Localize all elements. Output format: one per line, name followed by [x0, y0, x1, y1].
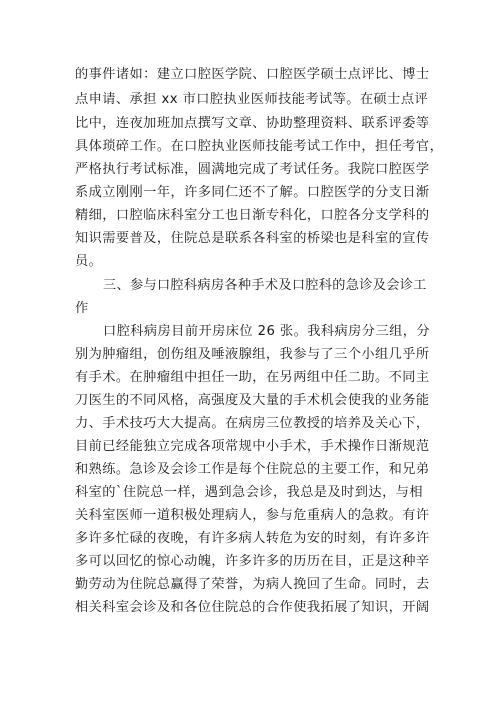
text-line: 关科室医师一道积极处理病人，参与危重病人的急救。有许: [75, 508, 430, 523]
text-line: 口腔科病房目前开房床位 26 张。我科病房分三组，分: [103, 324, 430, 339]
text-line: 员。: [75, 254, 103, 269]
text-line: 多许多忙碌的夜晚，有许多病人转危为安的时刻，有许多许: [75, 531, 430, 546]
text-line: 勤劳动为住院总赢得了荣誉，为病人挽回了生命。同时，去: [75, 577, 430, 592]
text-line: 的事件诸如：建立口腔医学院、口腔医学硕士点评比、博士: [75, 67, 430, 82]
text-line: 知识需要普及，住院总是联系各科室的桥梁也是科室的宣传: [75, 231, 430, 246]
text-line: 刀医生的不同风格，高强度及大量的手术机会使我的业务能: [75, 393, 430, 408]
text-line: 力、手术技巧大大提高。在病房三位教授的培养及关心下，: [75, 416, 430, 431]
section-heading-continuation: 作: [75, 301, 89, 316]
text-line: 目前已经能独立完成各项常规中小手术，手术操作日渐规范: [75, 439, 430, 454]
text-line: 严格执行考试标准，圆满地完成了考试任务。我院口腔医学: [75, 162, 430, 177]
text-line: 比中，连夜加班加点撰写文章、协助整理资料、联系评委等: [75, 116, 430, 131]
section-heading: 三、参与口腔科病房各种手术及口腔科的急诊及会诊工: [103, 278, 427, 293]
text-line: 精细，口腔临床科室分工也日渐专科化，口腔各分支学科的: [75, 208, 430, 223]
text-line: 别为肿瘤组，创伤组及唾液腺组，我参与了三个小组几乎所: [75, 347, 430, 362]
text-line: 科室的`住院总一样，遇到急会诊，我总是及时到达，与相: [75, 485, 423, 500]
text-line: 相关科室会诊及和各位住院总的合作使我拓展了知识，开阔: [75, 600, 430, 615]
text-line: 具体琐碎工作。在口腔执业医师技能考试工作中，担任考官，: [75, 139, 444, 154]
text-line: 系成立刚刚一年，许多同仁还不了解。口腔医学的分支日渐: [75, 185, 430, 200]
text-line: 多可以回忆的惊心动魄，许多许多的历历在目，正是这种辛: [75, 554, 430, 569]
text-line: 有手术。在肿瘤组中担任一助，在另两组中任二助。不同主: [75, 370, 430, 385]
text-line: 点申请、承担 xx 市口腔执业医师技能考试等。在硕士点评: [75, 92, 429, 107]
text-line: 和熟练。急诊及会诊工作是每个住院总的主要工作，和兄弟: [75, 462, 430, 477]
